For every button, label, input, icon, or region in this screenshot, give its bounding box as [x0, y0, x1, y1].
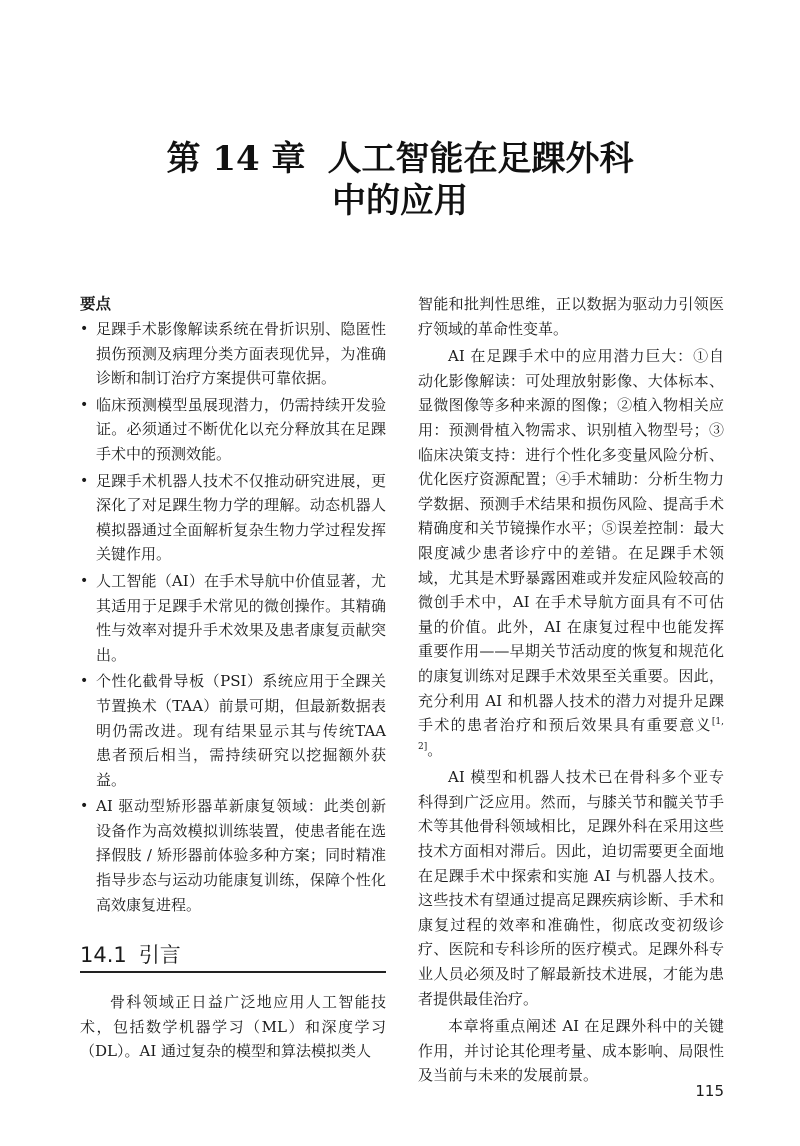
chapter-title-line2: 中的应用	[332, 181, 468, 221]
body-paragraph-with-citation	[418, 344, 724, 762]
key-points-list	[80, 317, 386, 917]
citation: [1, 2]	[418, 717, 724, 752]
section-title: 引言	[138, 943, 181, 967]
chapter-title-line1	[0, 138, 800, 180]
left-column	[80, 292, 386, 919]
chapter-title	[0, 138, 800, 222]
chapter-title-text: 人工智能在足踝外科	[327, 139, 634, 179]
key-point-item: • 个性化截骨导板（PSI）系统应用于全踝关节置换术（TAA）前景可期，但最新数据表明仍需改进。现有结果显示其与传统TAA 患者预后相当，需持续研究以挖掘额外获益。	[80, 669, 386, 792]
key-point-item: • 足踝手术机器人技术不仅推动研究进展，更深化了对足踝生物力学的理解。动态机器人模拟器通过全面解析复杂生物力学过程发挥关键作用。	[80, 469, 386, 567]
intro-paragraph-container	[80, 990, 386, 1067]
body-paragraph-text: AI 在足踝手术中的应用潜力巨大：①自动化影像解读：可处理放射影像、大体标本、显微图像等多种来源的图像；②植入物相关应用：预测骨植入物需求、识别植入物型号；③临床决策支持：进行个性化多变量风险分析、优化医疗资源配置；④手术辅助：分析生物力学数据、预测手术结果和损伤风险、提高手术精确度和关节镜操作水平；⑤误差控制：最大限度减少患者诊疗中的差错。在足踝手术领域，尤其是术野暴露困难或并发症风险较高的微创手术中，AI 在手术导航方面具有不可估量的价值。此外，AI 在康复过程中也能发挥重要作用——早期关节活动度的恢复和规范化的康复训练对足踝手术效果至关重要。因此，充分利用 AI 和机器人技术的潜力对提升足踝手术的患者治疗和预后效果具有重要意义	[418, 347, 724, 735]
section-heading	[80, 940, 386, 973]
key-point-item: • 足踝手术影像解读系统在骨折识别、隐匿性损伤预测及病理分类方面表现优异，为准确诊断和制订治疗方案提供可靠依据。	[80, 317, 386, 391]
body-paragraph: 本章将重点阐述 AI 在足踝外科中的关键作用，并讨论其伦理考量、成本影响、局限性及当前与未来的发展前景。	[418, 1017, 724, 1085]
intro-paragraph: 骨科领域正日益广泛地应用人工智能技术，包括数学机器学习（ML）和深度学习（DL）。AI 通过复杂的模型和算法模拟类人	[80, 993, 386, 1061]
key-points-heading: 要点	[80, 295, 112, 313]
key-point-item: • 临床预测模型虽展现潜力，仍需持续开发验证。必须通过不断优化以充分释放其在足踝手术中的预测效能。	[80, 393, 386, 467]
section-number: 14.1	[80, 943, 127, 967]
right-column	[418, 292, 724, 1091]
chapter-number: 第 14 章	[166, 139, 306, 179]
page-number: 115	[695, 1082, 724, 1100]
sentence-end: 。	[427, 740, 443, 759]
key-point-item: • AI 驱动型矫形器革新康复领域：此类创新设备作为高效模拟训练装置，使患者能在选择假肢 / 矫形器前体验多种方案；同时精准指导步态与运动功能康复训练，保障个性化高效康复进程。	[80, 794, 386, 917]
body-paragraph: 智能和批判性思维，正以数据为驱动力引领医疗领域的革命性变革。	[418, 295, 724, 338]
body-paragraph: AI 模型和机器人技术已在骨科多个亚专科得到广泛应用。然而，与膝关节和髋关节手术等其他骨科领域相比，足踝外科在采用这些技术方面相对滞后。因此，迫切需要更全面地在足踝手术中探索和实施 AI 与机器人技术。这些技术有望通过提高足踝疾病诊断、手术和康复过程的效率和准确性，彻底改变初级诊疗、医院和专科诊所的医疗模式。足踝外科专业人员必须及时了解最新技术进展，才能为患者提供最佳治疗。	[418, 768, 724, 1008]
key-point-item: • 人工智能（AI）在手术导航中价值显著，尤其适用于足踝手术常见的微创操作。其精确性与效率对提升手术效果及患者康复贡献突出。	[80, 569, 386, 667]
